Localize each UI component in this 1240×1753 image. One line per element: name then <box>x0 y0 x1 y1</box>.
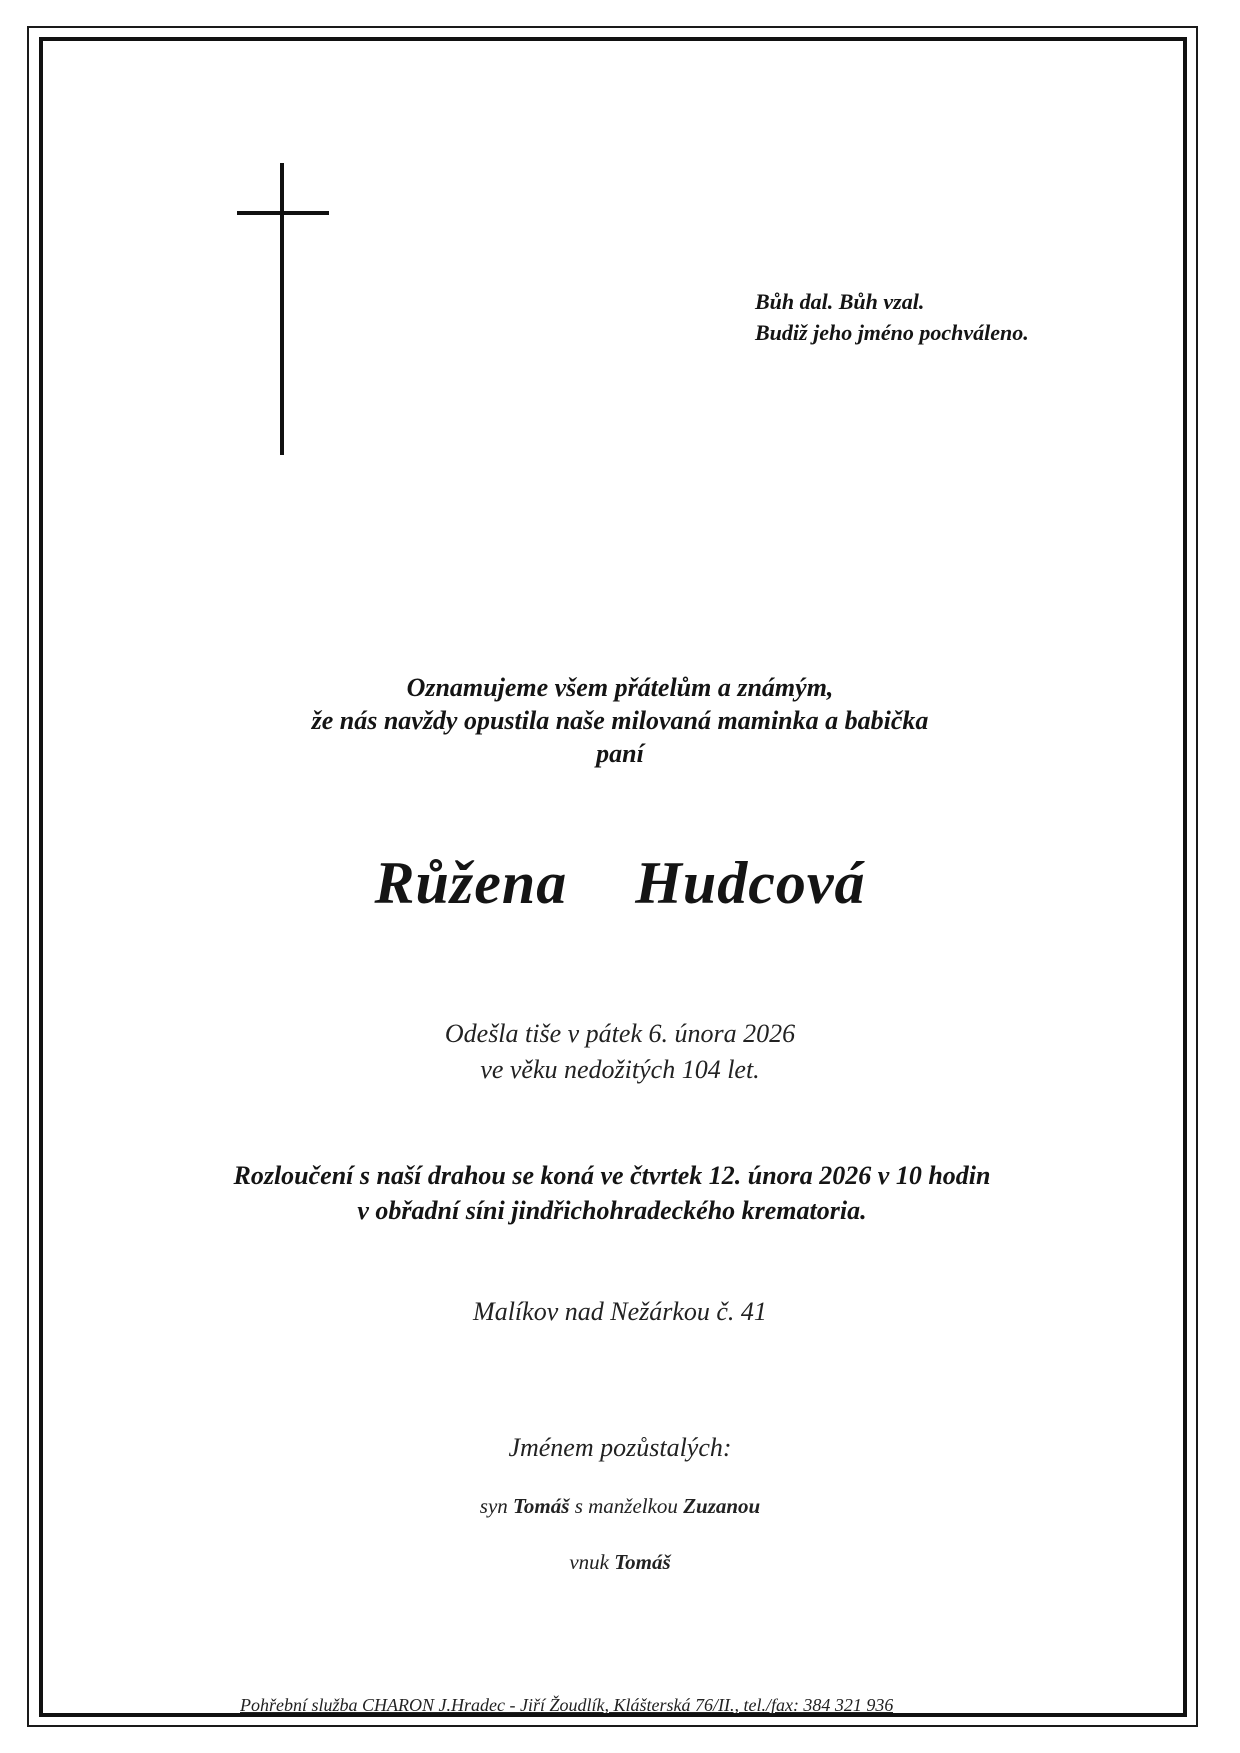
on-behalf-heading: Jménem pozůstalých: <box>508 1433 732 1462</box>
announcement-line-3: paní <box>596 739 644 768</box>
relative-name: Tomáš <box>614 1550 671 1574</box>
farewell-line-1: Rozloučení s naší drahou se koná ve čtvrtek 12. února 2026 v 10 hodin <box>233 1161 991 1190</box>
motto-line-2: Budiž jeho jméno pochváleno. <box>755 320 1029 345</box>
address: Malíkov nad Nežárkou č. 41 <box>473 1297 767 1326</box>
relative-name-2: Zuzanou <box>683 1494 761 1518</box>
passing-info <box>0 1016 1240 1088</box>
motto <box>755 286 1029 348</box>
farewell-line-2: v obřadní síni jindřichohradeckého krematoria. <box>357 1196 867 1225</box>
relative-line-2 <box>0 1547 1240 1577</box>
relative-line-1 <box>0 1491 1240 1521</box>
passing-line-1: Odešla tiše v pátek 6. února 2026 <box>444 1019 796 1048</box>
relative-name: Tomáš <box>513 1494 570 1518</box>
footer-funeral-service: Pohřební služba CHARON J.Hradec - Jiří Žoudlík, Klášterská 76/II., tel./fax: 384 321 936 <box>240 1695 894 1714</box>
relative-prefix: syn <box>479 1494 508 1518</box>
farewell-info <box>0 1158 1232 1228</box>
announcement-line-2: že nás navždy opustila naše milovaná maminka a babička <box>311 706 929 735</box>
motto-line-1: Bůh dal. Bůh vzal. <box>755 289 925 314</box>
relative-prefix: vnuk <box>569 1550 609 1574</box>
deceased-name: Růžena Hudcová <box>374 850 866 916</box>
cross-icon <box>237 163 329 455</box>
passing-line-2: ve věku nedožitých 104 let. <box>480 1055 760 1084</box>
announcement <box>0 671 1240 770</box>
relative-connector: s manželkou <box>574 1494 678 1518</box>
announcement-line-1: Oznamujeme všem přátelům a známým, <box>406 673 834 702</box>
